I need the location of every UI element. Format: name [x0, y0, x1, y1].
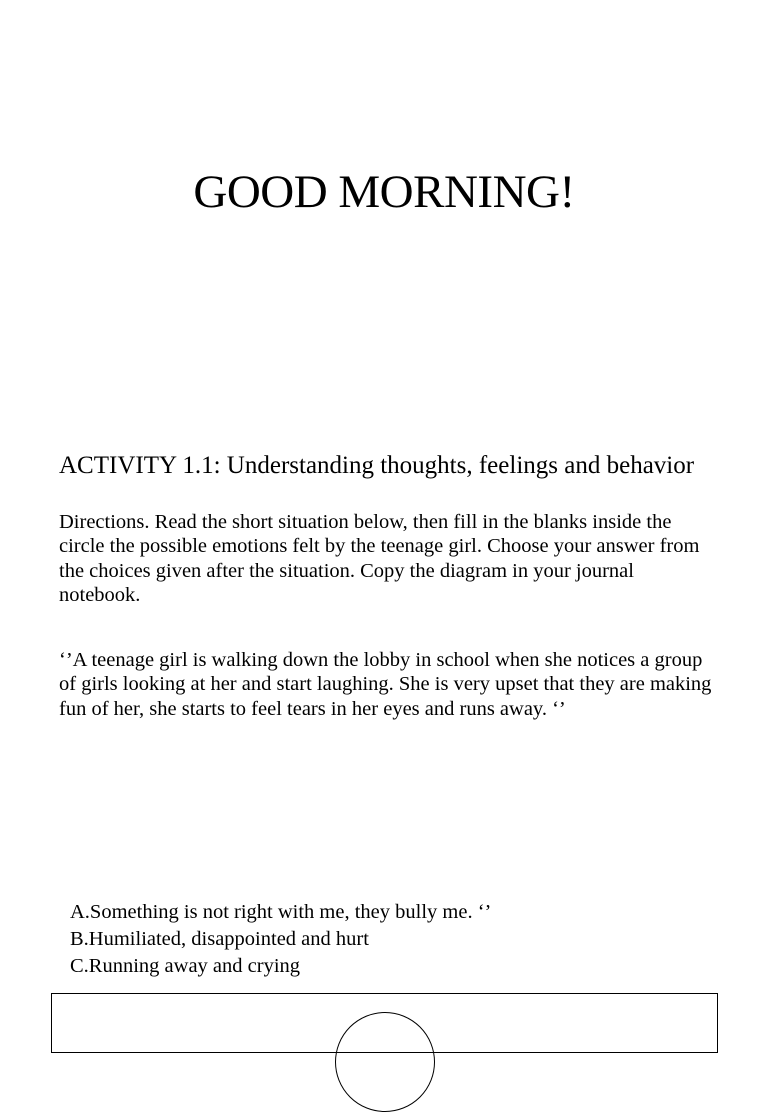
choice-a: A.Something is not right with me, they bully me. ‘’: [70, 901, 492, 923]
activity-title: ACTIVITY 1.1: Understanding thoughts, feelings and behavior: [59, 452, 695, 479]
choices-list: [70, 899, 710, 980]
situation-paragraph: ‘’A teenage girl is walking down the lobby in school when she notices a group of girls looking at her and start laughing. She is very upset that they are making fun of her, she starts to feel tears in her eyes and runs away. ‘’: [59, 649, 712, 720]
diagram-box: [51, 993, 718, 1053]
choice-b: B.Humiliated, disappointed and hurt: [70, 928, 369, 950]
directions-paragraph: Directions. Read the short situation below, then fill in the blanks inside the circle the possible emotions felt by the teenage girl. Choose your answer from the choices given after the situation. Copy the diagram in your journal notebook.: [59, 511, 700, 606]
choice-c: C.Running away and crying: [70, 955, 301, 977]
diagram-circle: [335, 1012, 435, 1112]
page-title: GOOD MORNING!: [193, 166, 575, 218]
